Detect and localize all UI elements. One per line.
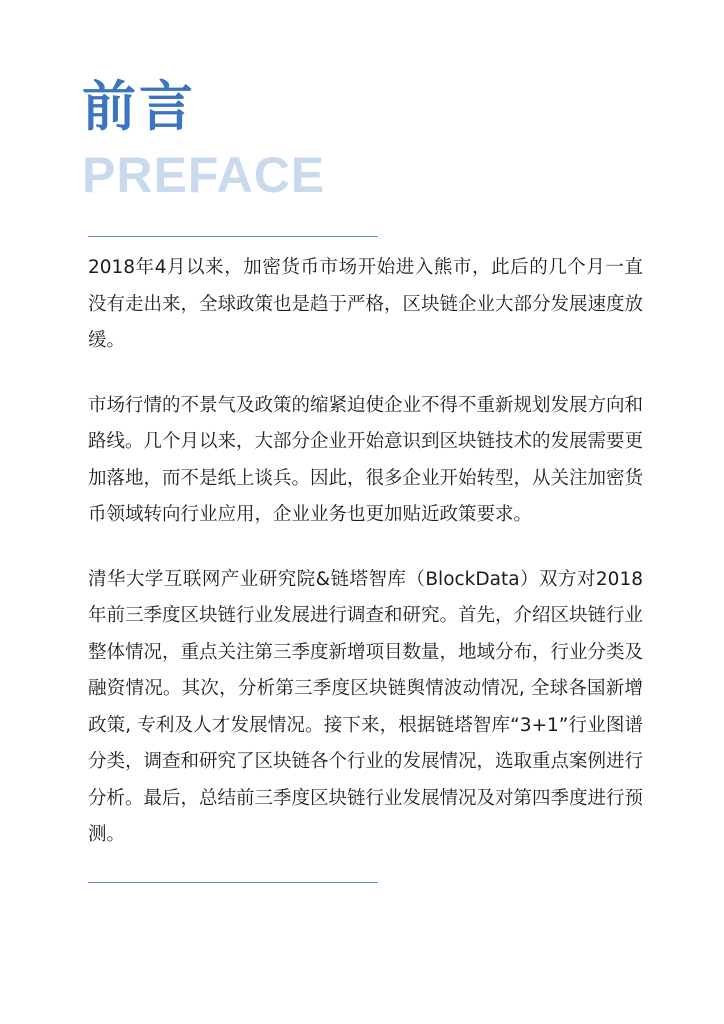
page-subtitle: PREFACE (82, 147, 326, 203)
paragraph-3: 清华大学互联网产业研究院&链塔智库（BlockData）双方对2018年前三季度区块链行业发展进行调查和研究。首先，介绍区块链行业整体情况，重点关注第三季度新增项目数量，地域分布，行业分类及融资情况。其次，分析第三季度区块链舆情波动情况, 全球各国新增政策, 专利及人才发展情况。接下来，根据链塔智库“3+1”行业图谱分类，调查和研究了区块链各个行业的发展情况，选取重点案例进行分析。最后，总结前三季度区块链行业发展情况及对第四季度进行预测。 (88, 568, 644, 845)
preface-body (88, 250, 643, 882)
bottom-divider (88, 882, 378, 883)
page-title: 前言 (82, 75, 196, 138)
paragraph-1: 2018年4月以来，加密货币市场开始进入熊市，此后的几个月一直没有走出来，全球政策也是趋于严格，区块链企业大部分发展速度放缓。 (88, 257, 644, 351)
top-divider (88, 236, 378, 237)
paragraph-2: 市场行情的不景气及政策的缩紧迫使企业不得不重新规划发展方向和路线。几个月以来，大部分企业开始意识到区块链技术的发展需要更加落地，而不是纸上谈兵。因此，很多企业开始转型，从关注加密货币领域转向行业应用，企业业务也更加贴近政策要求。 (88, 394, 644, 525)
